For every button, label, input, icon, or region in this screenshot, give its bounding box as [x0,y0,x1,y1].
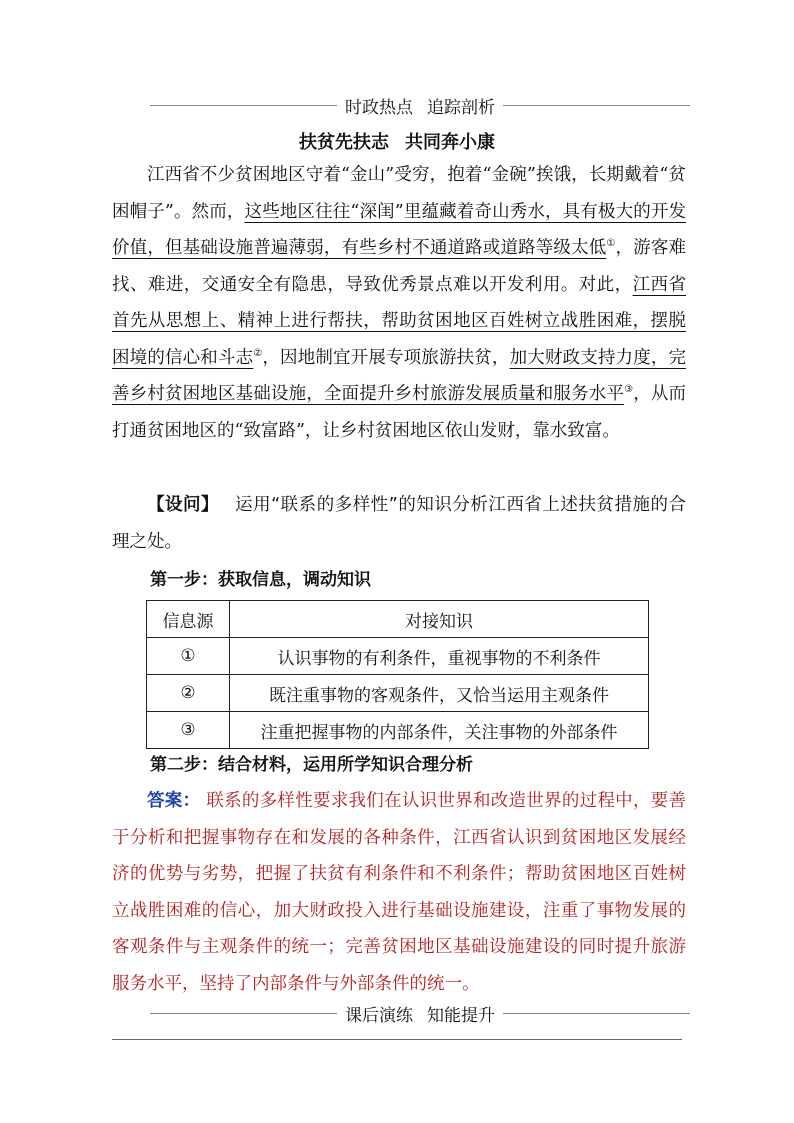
table-row [147,675,649,712]
header-label-left: 课后演练 [345,1005,413,1026]
table-row [147,638,649,675]
header-label-right: 追踪剖析 [427,97,495,118]
table-cell-knowledge: 注重把握事物的内部条件，关注事物的外部条件 [230,712,649,749]
step-one-heading: 第一步：获取信息，调动知识 [150,570,371,590]
material-underline-1: 这些地区往往“深闺”里蕴藏着奇山秀水，具有极大的开发价值，但基础设施普遍薄弱，有些乡村不通道路或道路等级太低 [112,201,686,258]
section-header-label [337,1001,503,1026]
header-label-right: 知能提升 [427,1005,495,1026]
material-text-1: 江西省不少贫困地区守着“金山”受穷，抱着“金碗”挨饿，长期戴着“贫困帽子”。然而， [112,165,686,222]
article-title [110,128,684,154]
material-text-3: ，因地制宜开展专项旅游扶贫， [262,347,510,368]
material-text-4: ，从而打通贫困地区的“致富路”，让乡村贫困地区依山发财，靠水致富。 [112,384,687,441]
section-header-practice [150,1001,690,1025]
table-cell-knowledge: 认识事物的有利条件，重视事物的不利条件 [230,638,649,675]
material-underline-3: 加大财政支持力度，完善乡村贫困地区基础设施，全面提升乡村旅游发展质量和服务水平 [112,347,687,404]
header-rule-left [150,1013,337,1014]
header-label-left: 时政热点 [345,97,413,118]
table-cell-source: ① [147,638,230,675]
knowledge-table [146,600,649,749]
table-cell-source: ② [147,675,230,712]
title-part-left: 扶贫先扶志 [299,132,389,153]
material-text-2: ，游客难找、难进，交通安全有隐患，导致优秀景点难以开发利用。对此， [112,238,687,295]
answer-paragraph [112,783,686,1002]
marker-2: ② [253,347,263,359]
material-paragraph [112,157,686,449]
header-rule-right [503,1013,690,1014]
header-rule-right [503,105,690,106]
bottom-divider [112,1039,682,1040]
question-paragraph [112,487,686,560]
table-header-row [147,601,649,638]
question-text: 运用“联系的多样性”的知识分析江西省上述扶贫措施的合理之处。 [112,495,687,552]
material-underline-2: 江西省首先从思想上、精神上进行帮扶，帮助贫困地区百姓树立战胜困难，摆脱困境的信心和斗志 [112,274,687,368]
table-header-source: 信息源 [147,601,230,638]
section-header-label [337,93,503,118]
table-cell-source: ③ [147,712,230,749]
table-row [147,712,649,749]
question-tag: 【设问】 [147,495,220,515]
table-cell-knowledge: 既注重事物的客观条件，又恰当运用主观条件 [230,675,649,712]
answer-text: 联系的多样性要求我们在认识世界和改造世界的过程中，要善于分析和把握事物存在和发展的各种条件，江西省认识到贫困地区发展经济的优势与劣势，把握了扶贫有利条件和不利条件；帮助贫困地区百姓树立战胜困难的信心，加大财政投入进行基础设施建设，注重了事物发展的客观条件与主观条件的统一；完善贫困地区基础设施建设的同时提升旅游服务水平，坚持了内部条件与外部条件的统一。 [112,791,686,994]
marker-3: ③ [624,384,634,395]
step-two-heading: 第二步：结合材料，运用所学知识合理分析 [150,755,473,775]
header-rule-left [150,105,337,106]
answer-label: 答案： [147,791,201,811]
title-part-right: 共同奔小康 [405,132,495,153]
section-header-hot-topics [150,93,690,117]
marker-1: ① [606,238,616,249]
table-header-knowledge: 对接知识 [230,601,649,638]
